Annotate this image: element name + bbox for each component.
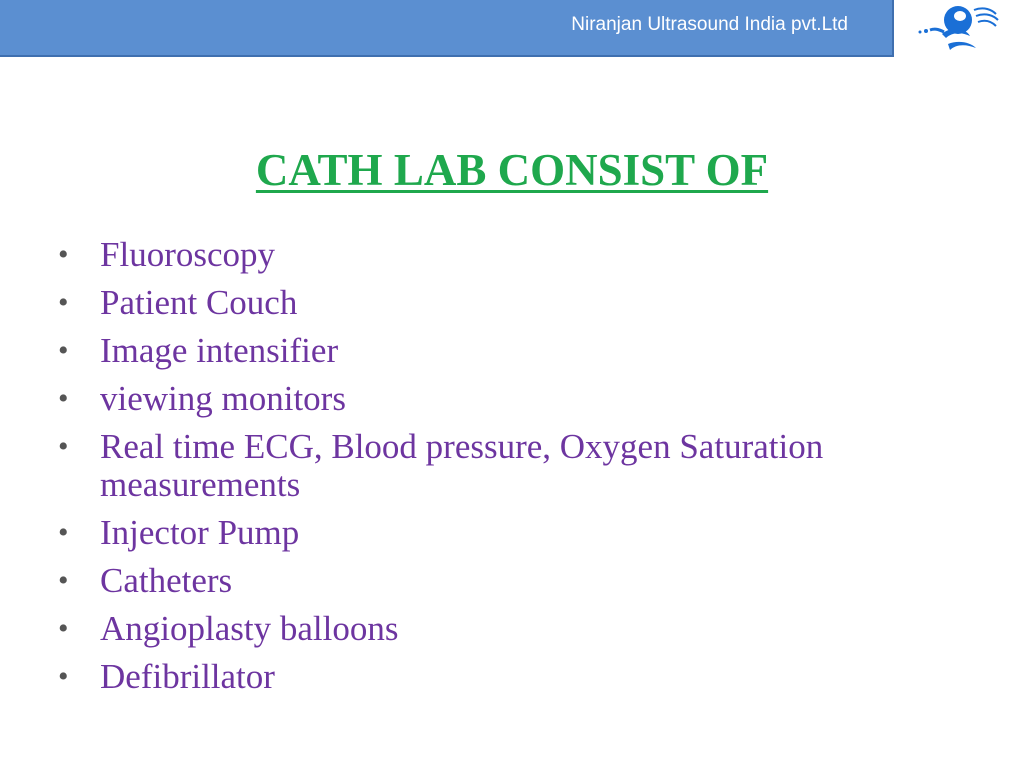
bullet-icon: • (58, 238, 69, 271)
list-item (58, 562, 958, 600)
list-item (58, 610, 958, 648)
list-item (58, 332, 958, 370)
list-item (58, 380, 958, 418)
list-item-text: Injector Pump (100, 513, 300, 552)
list-item-text: viewing monitors (100, 379, 346, 418)
list-item-text: Angioplasty balloons (100, 609, 399, 648)
niranjan-logo-icon (900, 0, 1010, 58)
header-bar (0, 0, 894, 57)
bullet-icon: • (58, 382, 69, 415)
list-item-text: Image intensifier (100, 331, 339, 370)
list-item-text: Real time ECG, Blood pressure, Oxygen Saturation measurements (100, 427, 824, 504)
list-item (58, 658, 958, 696)
slide-title (0, 145, 1024, 195)
bullet-icon: • (58, 660, 69, 693)
list-item-text: Patient Couch (100, 283, 298, 322)
list-item-text: Fluoroscopy (100, 235, 275, 274)
bullet-icon: • (58, 516, 69, 549)
bullet-icon: • (58, 430, 69, 463)
company-name: Niranjan Ultrasound India pvt.Ltd (571, 14, 848, 35)
list-item (58, 428, 958, 504)
bullet-list (58, 236, 958, 706)
slide-title-text: CATH LAB CONSIST OF (255, 145, 769, 195)
bullet-icon: • (58, 612, 69, 645)
list-item (58, 514, 958, 552)
list-item-text: Defibrillator (100, 657, 275, 696)
bullet-icon: • (58, 286, 69, 319)
list-item (58, 236, 958, 274)
list-item (58, 284, 958, 322)
bullet-icon: • (58, 334, 69, 367)
list-item-text: Catheters (100, 561, 233, 600)
bullet-icon: • (58, 564, 69, 597)
